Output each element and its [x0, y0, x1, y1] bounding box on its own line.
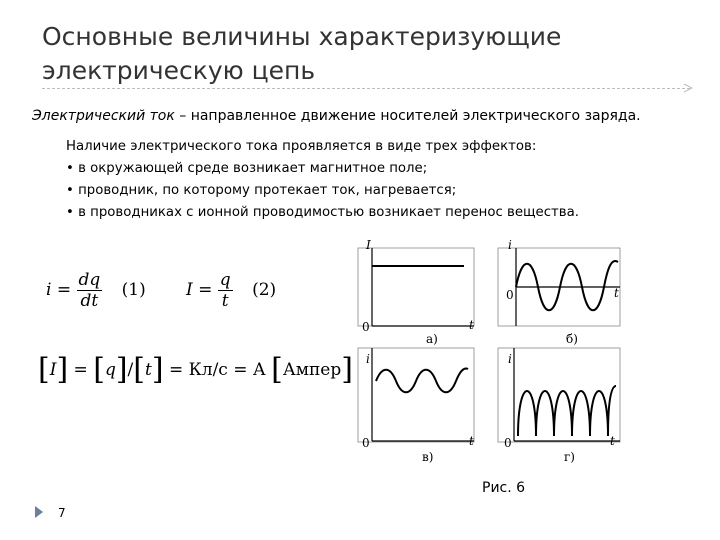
- title-line-1: Основные величины характеризующие: [42, 22, 562, 51]
- formula-1-tag: (1): [121, 280, 146, 300]
- panel-b-x-label: t: [614, 286, 619, 300]
- panel-d-x-label: t: [610, 434, 615, 448]
- formula-2-fraction: [218, 270, 233, 311]
- divider-marker-icon: [683, 83, 693, 93]
- panel-a-y-label: I: [366, 238, 371, 252]
- panel-a-x-label: t: [469, 318, 474, 332]
- waveforms-svg: [342, 236, 632, 476]
- current-definition: [32, 108, 641, 124]
- units-time: t: [145, 360, 152, 380]
- definition-text: – направленное движение носителей электрического заряда.: [174, 108, 641, 124]
- panel-c-x-label: t: [469, 434, 474, 448]
- formula-1-lhs: i =: [46, 280, 72, 300]
- panel-a-origin: 0: [362, 320, 370, 334]
- panel-b-origin: 0: [506, 288, 514, 302]
- panel-c-label: в): [422, 450, 434, 464]
- effect-item: • в окружающей среде возникает магнитное поле;: [66, 161, 428, 176]
- units-formula: [I] = [q]/[t] = Кл/с = А [Ампер]: [38, 352, 353, 387]
- panel-d-graph: [498, 348, 620, 442]
- definition-term: Электрический ток: [32, 108, 175, 124]
- panel-d-rectified-wave: [518, 386, 616, 436]
- panel-b-sine-wave: [516, 261, 618, 310]
- effects-intro: Наличие электрического тока проявляется в виде трех эффектов:: [66, 139, 537, 154]
- current-waveforms-figure: [342, 236, 632, 476]
- units-current: I: [49, 360, 57, 380]
- panel-c-y-label: i: [366, 352, 370, 366]
- panel-c-graph: [358, 348, 474, 442]
- panel-c-pulsating-wave: [376, 369, 468, 393]
- formula-2-numerator: q: [219, 270, 231, 290]
- panel-d-origin: 0: [504, 436, 512, 450]
- effect-item: • проводник, по которому протекает ток, нагревается;: [66, 183, 457, 198]
- panel-b-graph: [498, 248, 620, 326]
- effects-list: [66, 136, 579, 224]
- formula-1-fraction: [77, 270, 103, 311]
- formula-2-tag: (2): [252, 280, 277, 300]
- units-equivalence: = Кл/с = А: [168, 360, 266, 380]
- formula-1-numerator: dq: [78, 270, 101, 290]
- units-ampere: Ампер: [282, 360, 342, 380]
- panel-d-label: г): [564, 450, 575, 464]
- panel-b-y-label: i: [508, 238, 512, 252]
- panel-d-y-label: i: [508, 352, 512, 366]
- page-marker-icon: [34, 505, 44, 519]
- page-number: 7: [58, 506, 66, 520]
- panel-a-graph: [358, 248, 474, 326]
- formula-2: [186, 270, 276, 311]
- formula-1-denominator: dt: [80, 291, 99, 311]
- effect-item: • в проводниках с ионной проводимостью возникает перенос вещества.: [66, 205, 580, 220]
- formula-2-denominator: t: [221, 291, 229, 311]
- formula-2-lhs: I =: [186, 280, 213, 300]
- figure-caption: Рис. 6: [482, 480, 526, 496]
- panel-b-label: б): [566, 332, 578, 346]
- units-charge: q: [104, 360, 116, 380]
- formula-1: [46, 270, 146, 311]
- title-divider: [42, 88, 690, 89]
- panel-c-origin: 0: [362, 436, 370, 450]
- slide-title: [42, 20, 682, 88]
- panel-a-label: а): [426, 332, 438, 346]
- title-line-2: электрическую цепь: [42, 56, 316, 85]
